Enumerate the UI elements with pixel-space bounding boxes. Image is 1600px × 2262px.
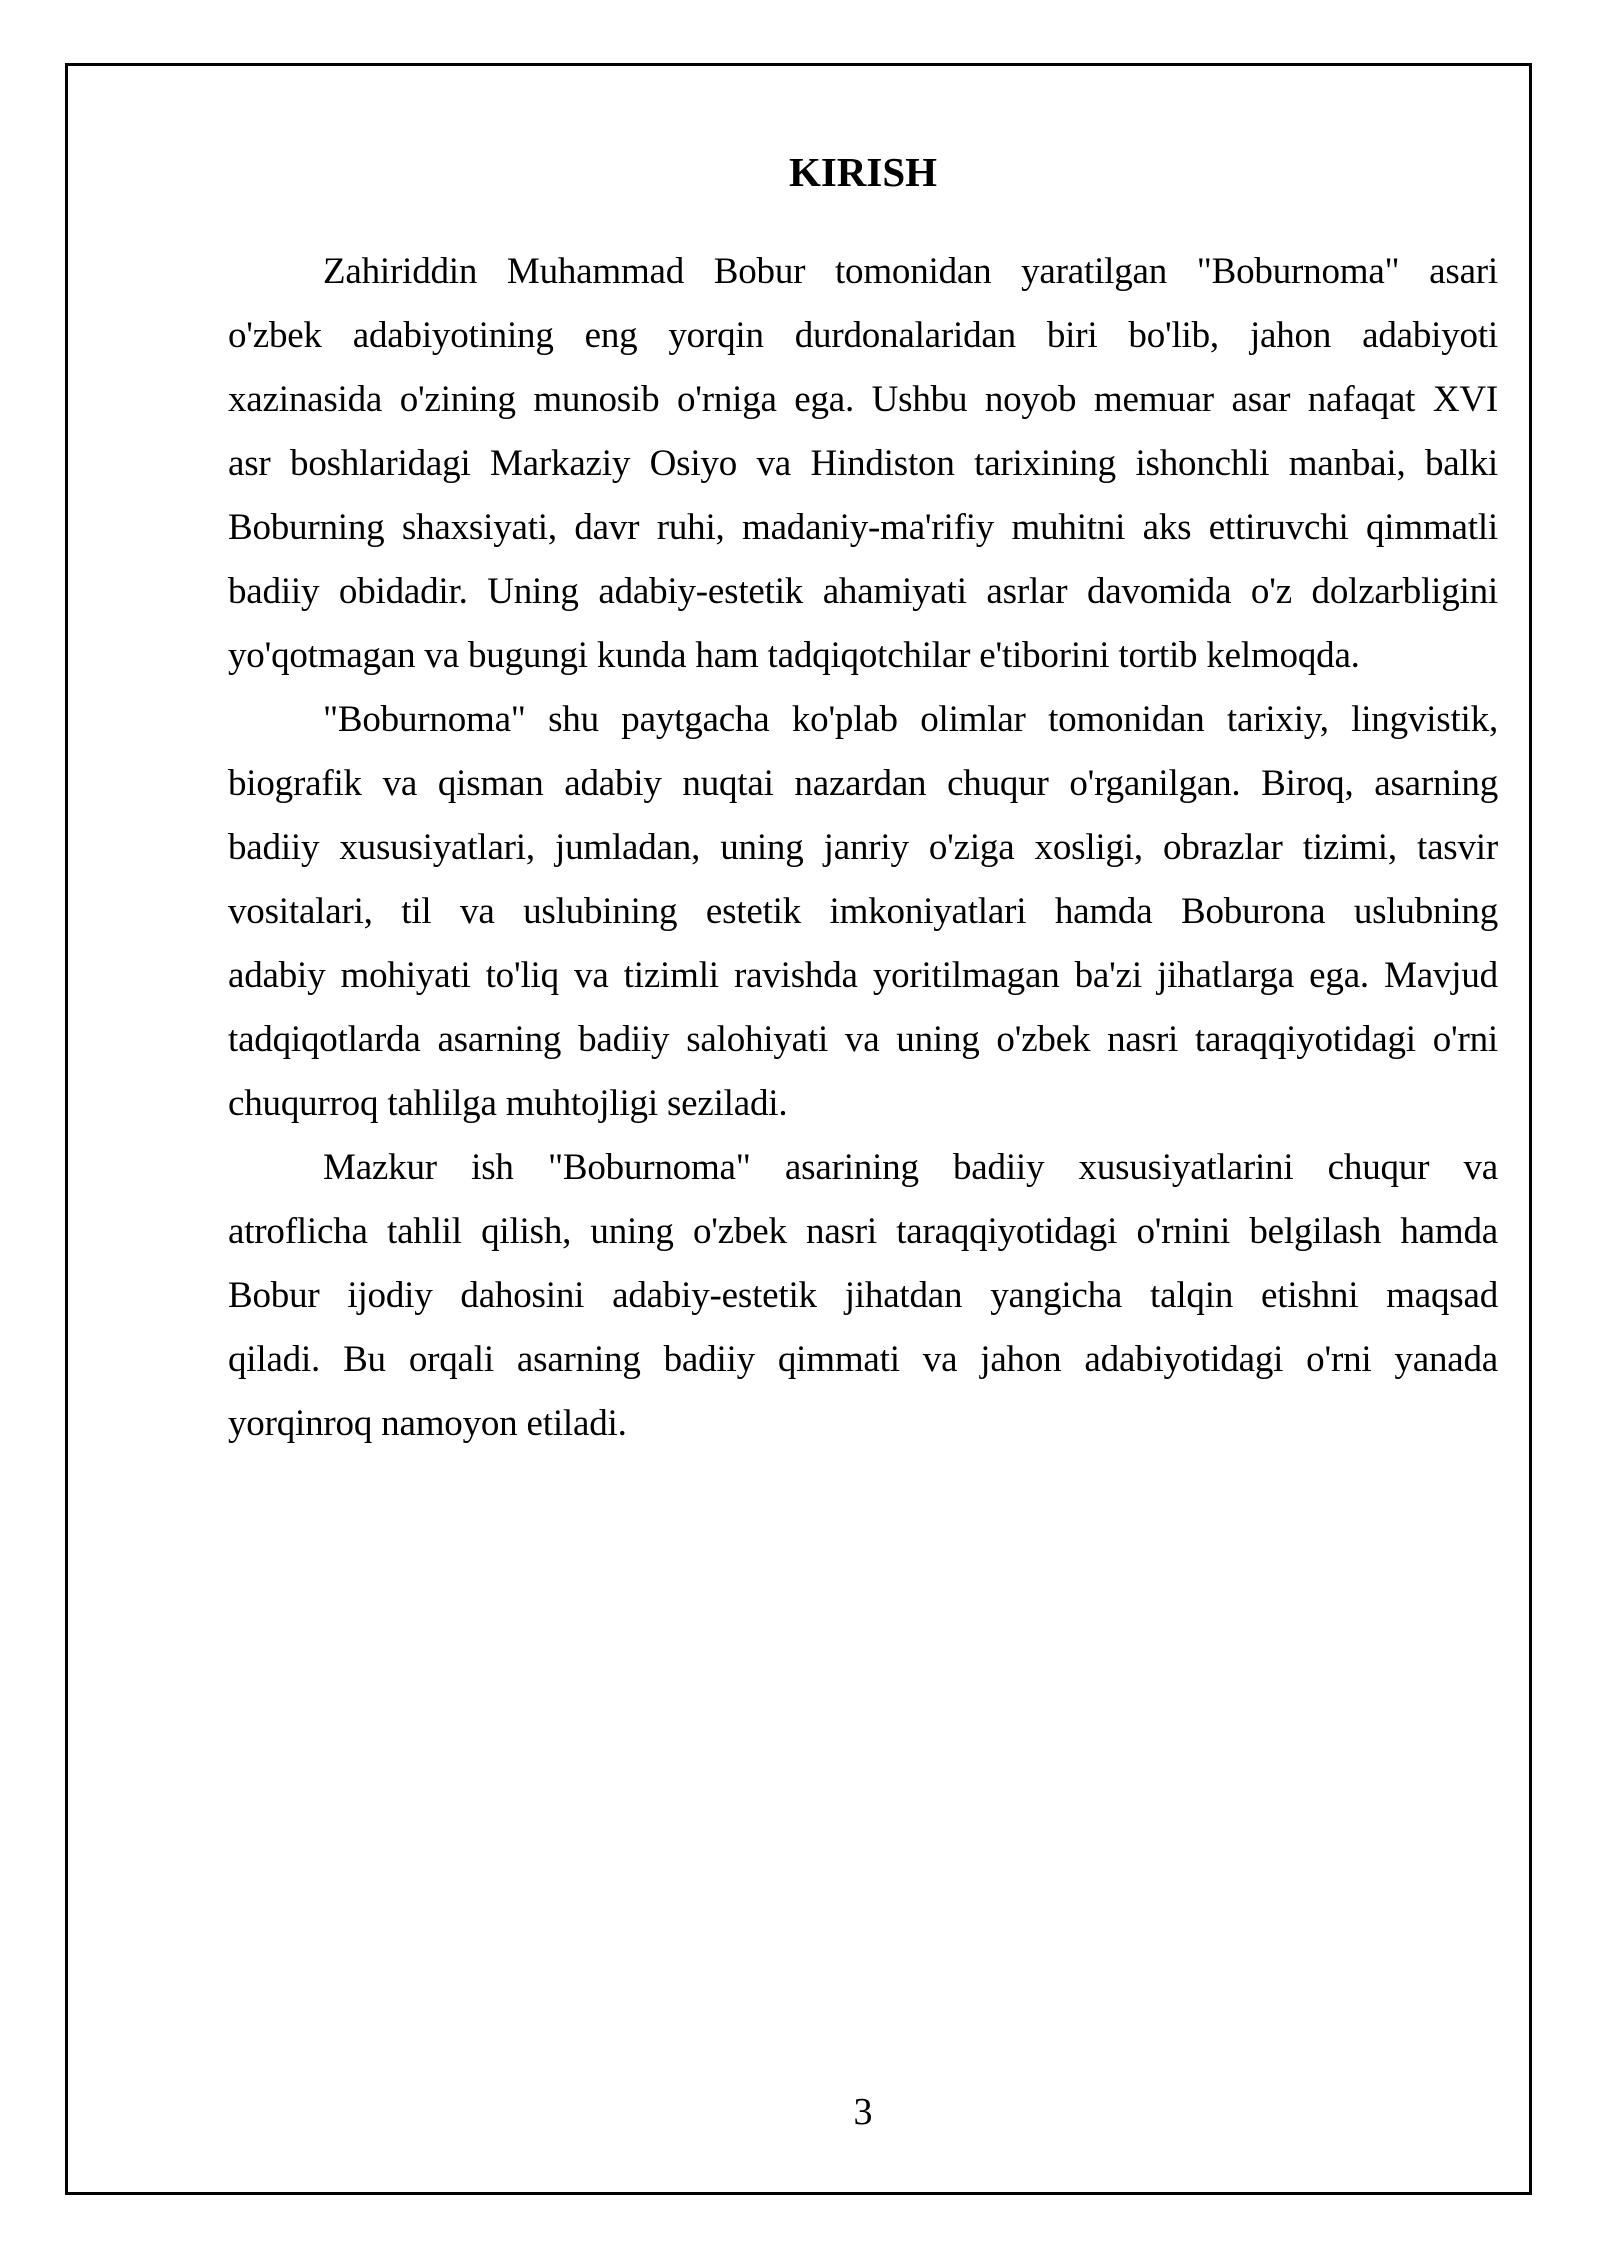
text-line: Zahiriddin Muhammad Bobur tomonidan yaratilgan "Boburnoma" asari — [323, 251, 1498, 292]
text-line: "Boburnoma" shu paytgacha ko'plab olimlar tomonidan tarixiy, lingvistik, — [323, 699, 1498, 740]
text-line: chuqurroq tahlilga muhtojligi seziladi. — [228, 1083, 788, 1124]
text-line: Boburning shaxsiyati, davr ruhi, madaniy-ma'rifiy muhitni aks ettiruvchi qimmatli — [228, 507, 1498, 548]
text-line: vositalari, til va uslubining estetik imkoniyatlari hamda Boburona uslubning — [228, 891, 1498, 932]
text-line: Bobur ijodiy dahosini adabiy-estetik jihatdan yangicha talqin etishni maqsad — [228, 1275, 1498, 1316]
text-line: xazinasida o'zining munosib o'rniga ega. Ushbu noyob memuar asar nafaqat XVI — [228, 379, 1498, 420]
text-line: yo'qotmagan va bugungi kunda ham tadqiqotchilar e'tiborini tortib kelmoqda. — [228, 635, 1360, 676]
text-line: biografik va qisman adabiy nuqtai nazardan chuqur o'rganilgan. Biroq, asarning — [228, 763, 1498, 804]
text-line: o'zbek adabiyotining eng yorqin durdonalaridan biri bo'lib, jahon adabiyoti — [228, 315, 1498, 356]
text-line: qiladi. Bu orqali asarning badiiy qimmati va jahon adabiyotidagi o'rni yanada — [228, 1339, 1498, 1380]
page-number: 3 — [853, 2091, 873, 2133]
text-line: asr boshlaridagi Markaziy Osiyo va Hindiston tarixining ishonchli manbai, balki — [228, 443, 1498, 484]
paragraph-1 — [228, 240, 1498, 688]
paragraph-2 — [228, 688, 1498, 1136]
document-body — [228, 240, 1498, 1456]
text-line: adabiy mohiyati to'liq va tizimli ravishda yoritilmagan ba'zi jihatlarga ega. Mavjud — [228, 955, 1498, 996]
text-line: tadqiqotlarda asarning badiiy salohiyati va uning o'zbek nasri taraqqiyotidagi o'rni — [228, 1019, 1498, 1060]
page-title: KIRISH — [788, 149, 938, 195]
text-line: Mazkur ish "Boburnoma" asarining badiiy xususiyatlarini chuqur va — [323, 1147, 1498, 1188]
text-line: yorqinroq namoyon etiladi. — [228, 1403, 627, 1444]
text-line: badiiy obidadir. Uning adabiy-estetik ahamiyati asrlar davomida o'z dolzarbligini — [228, 571, 1498, 612]
paragraph-3 — [228, 1136, 1498, 1456]
text-line: badiiy xususiyatlari, jumladan, uning janriy o'ziga xosligi, obrazlar tizimi, tasvir — [228, 827, 1498, 868]
text-line: atroflicha tahlil qilish, uning o'zbek nasri taraqqiyotidagi o'rnini belgilash hamda — [228, 1211, 1498, 1252]
